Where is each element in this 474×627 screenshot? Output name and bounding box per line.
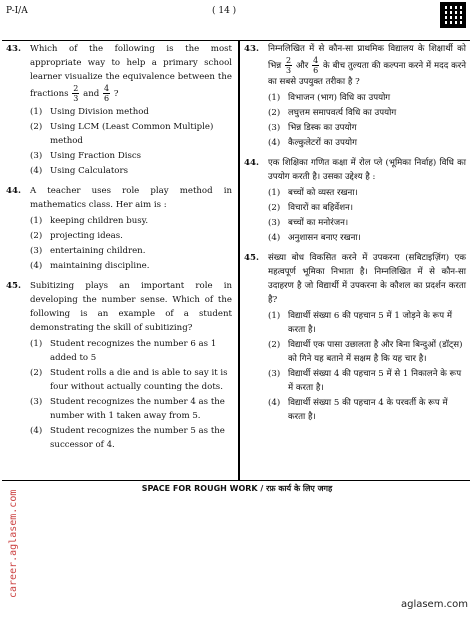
option-item <box>268 216 466 230</box>
rough-work-label: SPACE FOR ROUGH WORK / रफ़ कार्य के लिए जगह <box>141 484 333 493</box>
option-text: projecting ideas. <box>50 231 123 241</box>
question-text <box>30 42 232 103</box>
hindi-column <box>244 42 466 430</box>
fraction-numerator: 4 <box>104 84 110 93</box>
options-list <box>268 91 466 150</box>
question-text-part: निम्नलिखित में से कौन-सा प्राथमिक विद्यालय के शिक्षार्थी को भिन्न <box>268 44 466 71</box>
option-label: (2) <box>30 231 43 241</box>
options-list <box>30 214 232 273</box>
option-item <box>30 366 232 394</box>
option-item <box>30 229 232 243</box>
question-text: Subitizing plays an important role in developing the number sense. Which of the following is an example of a student demonstrating the skill of subitizing? <box>30 281 232 333</box>
fraction <box>285 56 292 75</box>
option-text: लघुत्तम समापवर्त्य विधि का उपयोग <box>288 108 397 118</box>
option-text: Using Fraction Discs <box>50 151 142 161</box>
option-label: (2) <box>30 368 43 378</box>
question-text: एक शिक्षिका गणित कक्षा में रोल प्ले (भूमिका निर्वाह) विधि का उपयोग करती है। उसका उद्देश्य है : <box>268 158 466 182</box>
option-item <box>268 309 466 337</box>
option-text: अनुशासन बनाए रखना। <box>288 233 361 243</box>
question-number: 44. <box>244 158 259 168</box>
option-label: (1) <box>268 93 281 103</box>
option-label: (4) <box>268 138 281 148</box>
option-text: विभाजन (भाग) विधि का उपयोग <box>288 93 391 103</box>
question-block <box>244 42 466 150</box>
question-text-part: and <box>80 89 102 99</box>
column-divider <box>238 40 240 480</box>
question-block <box>6 184 232 273</box>
fraction-denominator: 6 <box>104 94 110 103</box>
english-column <box>6 42 232 458</box>
question-text: संख्या बोध विकसित करने में उपकरना (सबिटाइज़िंग) एक महत्वपूर्ण भूमिका निभाता है। निम्नलिखित में से कौन-सा उदाहरण है जो विद्यार्थी में उपकरना के कौशल का प्रदर्शन करता है? <box>268 253 466 305</box>
option-text: entertaining children. <box>50 246 146 256</box>
option-item <box>268 91 466 105</box>
option-label: (2) <box>268 108 281 118</box>
question-number: 45. <box>6 281 21 291</box>
options-list <box>30 337 232 452</box>
option-text: विद्यार्थी संख्या 6 की पहचान 5 में 1 जोड़ने के रूप में करता है। <box>288 311 452 335</box>
bottom-watermark: aglasem.com <box>400 599 468 610</box>
question-text-part: ? <box>111 89 119 99</box>
option-text: Student recognizes the number 5 as the successor of 4. <box>50 426 225 450</box>
option-text: बच्चों का मनोरंजन। <box>288 218 349 228</box>
option-label: (2) <box>30 122 43 132</box>
fraction-denominator: 3 <box>286 66 292 75</box>
option-label: (1) <box>30 339 43 349</box>
option-text: Student rolls a die and is able to say it is four without actually counting the dots. <box>50 368 228 392</box>
qr-code <box>440 2 466 28</box>
option-label: (4) <box>268 233 281 243</box>
question-block <box>6 279 232 452</box>
option-item <box>30 214 232 228</box>
options-list <box>268 186 466 245</box>
option-item <box>268 201 466 215</box>
option-label: (3) <box>268 369 281 379</box>
option-item <box>30 164 232 178</box>
question-number: 43. <box>6 44 21 54</box>
question-block <box>6 42 232 178</box>
option-label: (3) <box>268 218 281 228</box>
option-text: विचारों का बहिर्वेशन। <box>288 203 354 213</box>
option-text: Using LCM (Least Common Multiple) method <box>50 122 214 146</box>
question-text <box>268 42 466 89</box>
option-label: (1) <box>268 311 281 321</box>
question-block <box>244 156 466 245</box>
option-label: (3) <box>30 397 43 407</box>
option-text: Using Division method <box>50 107 149 117</box>
option-item <box>268 136 466 150</box>
option-label: (4) <box>30 166 43 176</box>
option-item <box>30 149 232 163</box>
option-item <box>30 337 232 365</box>
page-number: ( 14 ) <box>212 6 237 16</box>
option-item <box>30 395 232 423</box>
option-text: maintaining discipline. <box>50 261 150 271</box>
option-text: विद्यार्थी संख्या 4 की पहचान 5 में से 1 निकालने के रूप में करता है। <box>288 369 462 393</box>
option-item <box>268 106 466 120</box>
question-number: 44. <box>6 186 21 196</box>
option-item <box>30 105 232 119</box>
option-text: बच्चों को व्यस्त रखना। <box>288 188 358 198</box>
options-list <box>30 105 232 178</box>
option-label: (1) <box>30 216 43 226</box>
option-label: (2) <box>268 340 281 350</box>
option-item <box>30 424 232 452</box>
option-item <box>268 338 466 366</box>
side-watermark: career.aglasem.com <box>8 489 19 598</box>
option-item <box>268 396 466 424</box>
question-text: A teacher uses role play method in mathematics class. Her aim is : <box>30 186 232 210</box>
fraction <box>312 56 319 75</box>
option-item <box>30 120 232 148</box>
option-item <box>268 186 466 200</box>
question-number: 43. <box>244 44 259 54</box>
fraction-denominator: 6 <box>313 66 319 75</box>
option-label: (1) <box>268 188 281 198</box>
top-rule <box>2 40 470 41</box>
bottom-rule <box>2 480 470 481</box>
option-label: (3) <box>30 246 43 256</box>
option-item <box>30 244 232 258</box>
question-text-part: और <box>293 61 312 71</box>
option-label: (3) <box>268 123 281 133</box>
option-item <box>268 231 466 245</box>
option-label: (3) <box>30 151 43 161</box>
option-label: (4) <box>268 398 281 408</box>
option-text: विद्यार्थी संख्या 5 की पहचान 4 के परवर्ती के रूप में करता है। <box>288 398 448 422</box>
question-block <box>244 251 466 424</box>
fraction-denominator: 3 <box>73 94 79 103</box>
option-label: (4) <box>30 261 43 271</box>
option-item <box>268 121 466 135</box>
fraction-numerator: 2 <box>286 56 292 65</box>
option-text: विद्यार्थी एक पासा उछालता है और बिना बिन्दुओं (डॉट्स) को गिने यह बताने में सक्षम है कि यह चार है। <box>288 340 463 364</box>
fraction <box>103 84 110 103</box>
question-number: 45. <box>244 253 259 263</box>
option-text: कैल्कुलेटरों का उपयोग <box>288 138 357 148</box>
fraction-numerator: 4 <box>313 56 319 65</box>
option-item <box>30 259 232 273</box>
options-list <box>268 309 466 424</box>
question-text-part: के बीच तुल्यता की कल्पना करने में मदद करने का सबसे उपयुक्त तरीका है ? <box>268 61 466 87</box>
fraction-numerator: 2 <box>73 84 79 93</box>
option-label: (4) <box>30 426 43 436</box>
option-text: भिन्न डिस्क का उपयोग <box>288 123 357 133</box>
option-label: (1) <box>30 107 43 117</box>
option-item <box>268 367 466 395</box>
option-text: keeping children busy. <box>50 216 149 226</box>
fraction <box>72 84 79 103</box>
option-text: Student recognizes the number 4 as the number with 1 taken away from 5. <box>50 397 225 421</box>
option-label: (2) <box>268 203 281 213</box>
option-text: Student recognizes the number 6 as 1 added to 5 <box>50 339 217 363</box>
option-text: Using Calculators <box>50 166 128 176</box>
page-code: P-I/A <box>6 6 28 16</box>
question-text-part: Which of the following is the most appropriate way to help a primary school learner visualize the equivalence between the fractions <box>30 44 232 99</box>
